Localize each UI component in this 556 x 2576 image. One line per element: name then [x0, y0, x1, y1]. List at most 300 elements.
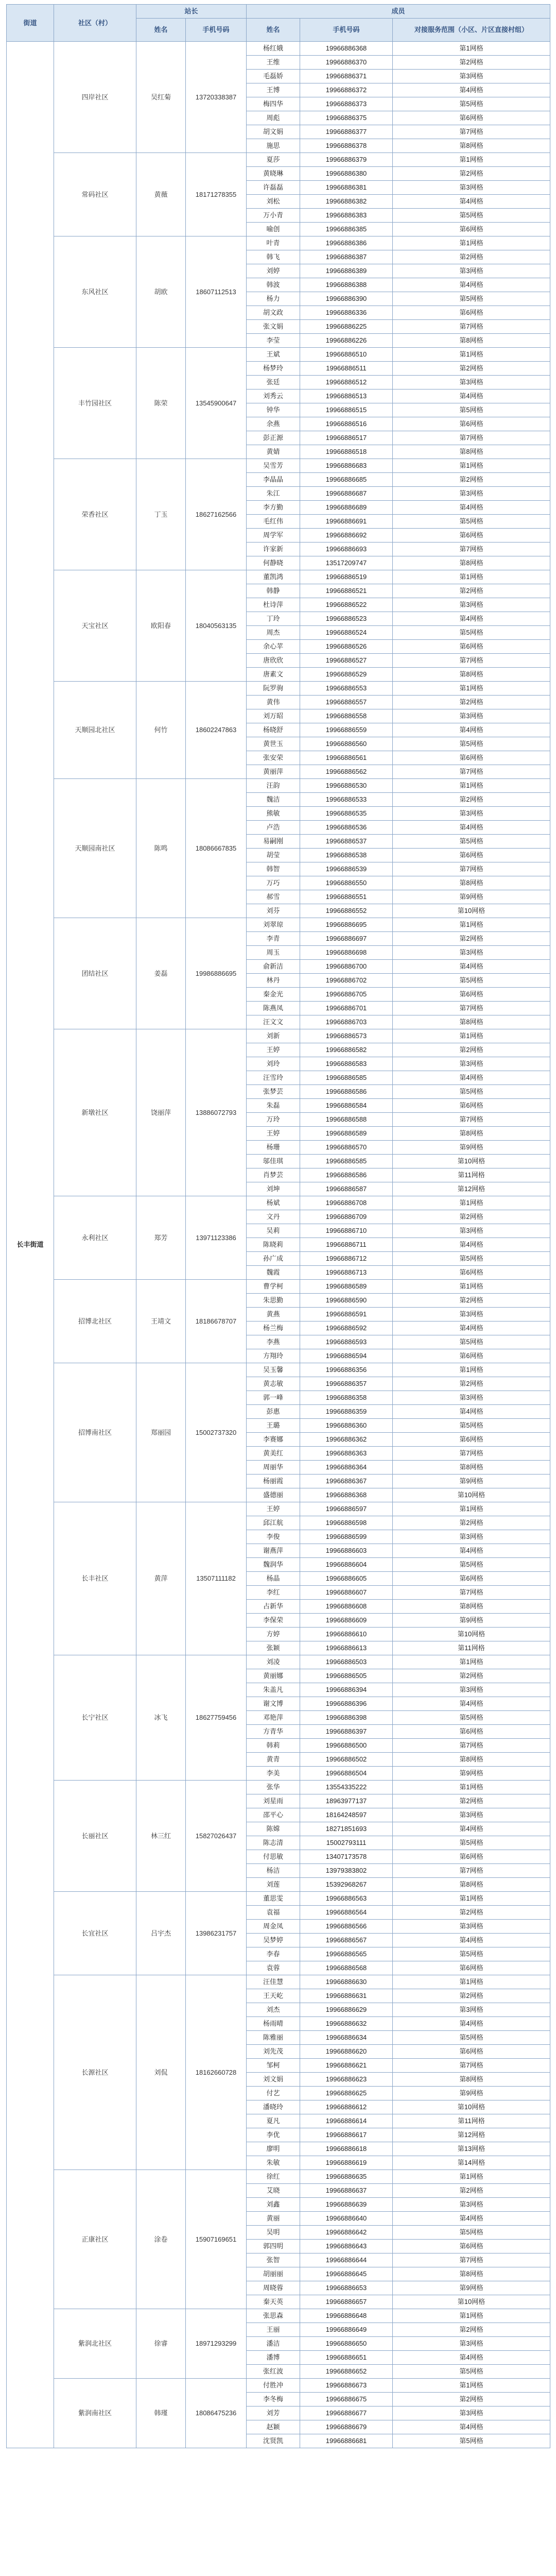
- director-phone-cell: 18086475236: [186, 2379, 247, 2448]
- member-phone-cell: 19966886700: [300, 960, 393, 974]
- member-area-cell: 第5网格: [393, 1947, 550, 1961]
- member-phone-cell: 19966886603: [300, 1544, 393, 1558]
- member-phone-cell: 19966886517: [300, 431, 393, 445]
- member-area-cell: 第1网格: [393, 153, 550, 167]
- member-area-cell: 第5网格: [393, 1836, 550, 1850]
- community-name-cell: 招博南社区: [54, 1363, 136, 1502]
- member-area-cell: 第13网格: [393, 2142, 550, 2156]
- member-name-cell: 张思森: [247, 2309, 300, 2323]
- member-name-cell: 喻创: [247, 223, 300, 236]
- member-phone-cell: 19966886359: [300, 1405, 393, 1419]
- member-name-cell: 杨斌: [247, 1196, 300, 1210]
- director-name-cell: 陈鸣: [136, 779, 186, 918]
- member-area-cell: 第8网格: [393, 334, 550, 348]
- member-area-cell: 第2网格: [393, 167, 550, 181]
- member-name-cell: 邬佳琪: [247, 1155, 300, 1168]
- member-phone-cell: 19966886681: [300, 2434, 393, 2448]
- member-phone-cell: 19966886371: [300, 70, 393, 83]
- member-phone-cell: 19966886500: [300, 1739, 393, 1753]
- member-name-cell: 刘松: [247, 195, 300, 209]
- member-name-cell: 何静晓: [247, 556, 300, 570]
- member-area-cell: 第2网格: [393, 793, 550, 807]
- member-name-cell: 王婷: [247, 1043, 300, 1057]
- table-row: [7, 2170, 550, 2184]
- member-phone-cell: 19966886379: [300, 153, 393, 167]
- member-name-cell: 邹柯: [247, 2059, 300, 2073]
- member-name-cell: 周玉: [247, 946, 300, 960]
- header-director-name: 姓名: [136, 19, 186, 42]
- member-area-cell: 第5网格: [393, 1252, 550, 1266]
- table-row: [7, 1892, 550, 1906]
- member-area-cell: 第2网格: [393, 362, 550, 376]
- member-name-cell: 易嗣刚: [247, 835, 300, 849]
- member-name-cell: 付艺: [247, 2087, 300, 2100]
- director-name-cell: 丁玉: [136, 459, 186, 570]
- member-area-cell: 第10网格: [393, 1488, 550, 1502]
- table-row: [7, 2379, 550, 2393]
- member-name-cell: 刘文娟: [247, 2073, 300, 2087]
- member-name-cell: 夏莎: [247, 153, 300, 167]
- member-phone-cell: 19966886523: [300, 612, 393, 626]
- member-name-cell: 郭一峰: [247, 1391, 300, 1405]
- member-name-cell: 杨红娥: [247, 42, 300, 56]
- community-name-cell: 团结社区: [54, 918, 136, 1029]
- table-row: [7, 1029, 550, 1043]
- member-phone-cell: 18164248597: [300, 1808, 393, 1822]
- director-name-cell: 涂卷: [136, 2170, 186, 2309]
- member-area-cell: 第6网格: [393, 1349, 550, 1363]
- member-name-cell: 王婷: [247, 1127, 300, 1141]
- member-area-cell: 第3网格: [393, 1920, 550, 1934]
- member-phone-cell: 19966886692: [300, 529, 393, 543]
- table-row: [7, 570, 550, 584]
- member-phone-cell: 19966886524: [300, 626, 393, 640]
- member-area-cell: 第5网格: [393, 2031, 550, 2045]
- member-area-cell: 第3网格: [393, 598, 550, 612]
- member-area-cell: 第8网格: [393, 876, 550, 890]
- member-area-cell: 第3网格: [393, 1391, 550, 1405]
- member-phone-cell: 19966886621: [300, 2059, 393, 2073]
- member-phone-cell: 19966886373: [300, 97, 393, 111]
- member-area-cell: 第3网格: [393, 376, 550, 389]
- member-area-cell: 第9网格: [393, 1614, 550, 1628]
- member-name-cell: 刘杰: [247, 2003, 300, 2017]
- member-phone-cell: 19966886382: [300, 195, 393, 209]
- member-phone-cell: 19966886226: [300, 334, 393, 348]
- member-name-cell: 韩莉: [247, 1739, 300, 1753]
- member-area-cell: 第2网格: [393, 932, 550, 946]
- member-name-cell: 周金凤: [247, 1920, 300, 1934]
- member-phone-cell: 19966886385: [300, 223, 393, 236]
- director-phone-cell: 18171278355: [186, 153, 247, 236]
- member-phone-cell: 19966886609: [300, 1614, 393, 1628]
- member-phone-cell: 19966886588: [300, 1113, 393, 1127]
- header-members-group: 成员: [247, 5, 550, 19]
- member-phone-cell: 19966886607: [300, 1586, 393, 1600]
- member-name-cell: 黄美红: [247, 1447, 300, 1461]
- member-name-cell: 万巧: [247, 876, 300, 890]
- header-director-phone: 手机号码: [186, 19, 247, 42]
- member-area-cell: 第6网格: [393, 1850, 550, 1864]
- director-phone-cell: 19986886695: [186, 918, 247, 1029]
- member-area-cell: 第8网格: [393, 2267, 550, 2281]
- member-phone-cell: 19966886708: [300, 1196, 393, 1210]
- member-name-cell: 彭惠: [247, 1405, 300, 1419]
- member-phone-cell: 19966886533: [300, 793, 393, 807]
- member-phone-cell: 19966886637: [300, 2184, 393, 2198]
- member-area-cell: 第3网格: [393, 1683, 550, 1697]
- member-phone-cell: 19966886573: [300, 1029, 393, 1043]
- member-name-cell: 邓艳萍: [247, 1711, 300, 1725]
- table-row: [7, 153, 550, 167]
- member-phone-cell: 19966886504: [300, 1767, 393, 1781]
- member-phone-cell: 19966886375: [300, 111, 393, 125]
- director-phone-cell: 18162660728: [186, 1975, 247, 2170]
- header-community: 社区（村）: [54, 5, 136, 42]
- member-phone-cell: 19966886648: [300, 2309, 393, 2323]
- director-name-cell: 吕宇杰: [136, 1892, 186, 1975]
- member-name-cell: 杨梦玲: [247, 362, 300, 376]
- member-name-cell: 熊敏: [247, 807, 300, 821]
- member-name-cell: 李美: [247, 1767, 300, 1781]
- member-phone-cell: 19966886503: [300, 1655, 393, 1669]
- member-phone-cell: 19966886563: [300, 1892, 393, 1906]
- member-phone-cell: 19966886589: [300, 1127, 393, 1141]
- member-area-cell: 第1网格: [393, 348, 550, 362]
- member-name-cell: 李春: [247, 1947, 300, 1961]
- member-name-cell: 吴明: [247, 2226, 300, 2240]
- member-name-cell: 陈嫦: [247, 1822, 300, 1836]
- member-name-cell: 俞新洁: [247, 960, 300, 974]
- member-area-cell: 第7网格: [393, 862, 550, 876]
- member-phone-cell: 19966886522: [300, 598, 393, 612]
- member-area-cell: 第5网格: [393, 626, 550, 640]
- member-phone-cell: 19966886712: [300, 1252, 393, 1266]
- director-name-cell: 黄薇: [136, 153, 186, 236]
- member-phone-cell: 19966886710: [300, 1224, 393, 1238]
- member-area-cell: 第3网格: [393, 1224, 550, 1238]
- director-phone-cell: 18627162566: [186, 459, 247, 570]
- member-name-cell: 林丹: [247, 974, 300, 988]
- member-area-cell: 第7网格: [393, 543, 550, 556]
- member-phone-cell: 19966886363: [300, 1447, 393, 1461]
- member-area-cell: 第2网格: [393, 1794, 550, 1808]
- table-header: [7, 5, 550, 42]
- director-phone-cell: 18040563135: [186, 570, 247, 682]
- member-name-cell: 王丽: [247, 2323, 300, 2337]
- member-name-cell: 阮罗驹: [247, 682, 300, 696]
- member-area-cell: 第10网格: [393, 1155, 550, 1168]
- member-name-cell: 徐红: [247, 2170, 300, 2184]
- header-member-area: 对接服务范围（小区、片区直接村组）: [393, 19, 550, 42]
- member-name-cell: 方青华: [247, 1725, 300, 1739]
- member-name-cell: 杨洁: [247, 1864, 300, 1878]
- member-phone-cell: 19966886526: [300, 640, 393, 654]
- member-name-cell: 唐欣欣: [247, 654, 300, 668]
- table-row: [7, 2309, 550, 2323]
- member-area-cell: 第1网格: [393, 1363, 550, 1377]
- member-name-cell: 韩飞: [247, 250, 300, 264]
- member-name-cell: 曹学柯: [247, 1280, 300, 1294]
- member-phone-cell: 19966886687: [300, 487, 393, 501]
- member-name-cell: 万小青: [247, 209, 300, 223]
- member-phone-cell: 19966886398: [300, 1711, 393, 1725]
- member-name-cell: 李燕: [247, 1335, 300, 1349]
- member-area-cell: 第1网格: [393, 1029, 550, 1043]
- director-phone-cell: 18607112513: [186, 236, 247, 348]
- member-phone-cell: 19966886689: [300, 501, 393, 515]
- member-name-cell: 刘莲: [247, 1878, 300, 1892]
- member-area-cell: 第3网格: [393, 2003, 550, 2017]
- community-name-cell: 招博北社区: [54, 1280, 136, 1363]
- member-area-cell: 第4网格: [393, 1822, 550, 1836]
- member-phone-cell: 19966886558: [300, 709, 393, 723]
- member-phone-cell: 19966886372: [300, 83, 393, 97]
- member-area-cell: 第4网格: [393, 2017, 550, 2031]
- member-area-cell: 第4网格: [393, 821, 550, 835]
- director-name-cell: 姜磊: [136, 918, 186, 1029]
- member-area-cell: 第3网格: [393, 181, 550, 195]
- member-area-cell: 第4网格: [393, 2351, 550, 2365]
- member-name-cell: 许家新: [247, 543, 300, 556]
- director-phone-cell: 13545900647: [186, 348, 247, 459]
- member-phone-cell: 19966886551: [300, 890, 393, 904]
- member-name-cell: 艾晓: [247, 2184, 300, 2198]
- member-name-cell: 王婷: [247, 1502, 300, 1516]
- member-area-cell: 第3网格: [393, 2198, 550, 2212]
- member-name-cell: 刘新: [247, 1029, 300, 1043]
- member-area-cell: 第6网格: [393, 2240, 550, 2253]
- director-name-cell: 吴红菊: [136, 42, 186, 153]
- member-phone-cell: 19966886612: [300, 2100, 393, 2114]
- member-name-cell: 张颖: [247, 1641, 300, 1655]
- member-name-cell: 刘秀云: [247, 389, 300, 403]
- member-phone-cell: 19966886587: [300, 1182, 393, 1196]
- member-area-cell: 第4网格: [393, 1405, 550, 1419]
- member-phone-cell: 19966886619: [300, 2156, 393, 2170]
- member-phone-cell: 19966886589: [300, 1280, 393, 1294]
- member-phone-cell: 19966886639: [300, 2198, 393, 2212]
- member-name-cell: 黄青: [247, 1753, 300, 1767]
- director-name-cell: 饶丽萍: [136, 1029, 186, 1196]
- member-area-cell: 第5网格: [393, 209, 550, 223]
- member-name-cell: 沈贤凯: [247, 2434, 300, 2448]
- member-phone-cell: 19966886370: [300, 56, 393, 70]
- member-phone-cell: 19966886702: [300, 974, 393, 988]
- member-area-cell: 第5网格: [393, 515, 550, 529]
- member-phone-cell: 19966886396: [300, 1697, 393, 1711]
- member-phone-cell: 19966886553: [300, 682, 393, 696]
- member-name-cell: 王维: [247, 56, 300, 70]
- community-name-cell: 长源社区: [54, 1975, 136, 2170]
- member-phone-cell: 19966886516: [300, 417, 393, 431]
- member-area-cell: 第6网格: [393, 1266, 550, 1280]
- member-phone-cell: 18271851693: [300, 1822, 393, 1836]
- member-name-cell: 余燕: [247, 417, 300, 431]
- member-area-cell: 第5网格: [393, 403, 550, 417]
- member-phone-cell: 19966886362: [300, 1433, 393, 1447]
- member-area-cell: 第4网格: [393, 278, 550, 292]
- member-name-cell: 赵颖: [247, 2420, 300, 2434]
- member-area-cell: 第6网格: [393, 1433, 550, 1447]
- member-phone-cell: 19966886590: [300, 1294, 393, 1308]
- member-phone-cell: 19966886610: [300, 1628, 393, 1641]
- member-name-cell: 谢文博: [247, 1697, 300, 1711]
- community-name-cell: 正康社区: [54, 2170, 136, 2309]
- member-phone-cell: 19966886711: [300, 1238, 393, 1252]
- table-row: [7, 1655, 550, 1669]
- table-row: [7, 236, 550, 250]
- member-name-cell: 周丽华: [247, 1461, 300, 1475]
- member-phone-cell: 19966886397: [300, 1725, 393, 1739]
- member-name-cell: 李赛娜: [247, 1433, 300, 1447]
- member-area-cell: 第3网格: [393, 1530, 550, 1544]
- director-phone-cell: 15002737320: [186, 1363, 247, 1502]
- member-phone-cell: 13517209747: [300, 556, 393, 570]
- member-phone-cell: 19966886378: [300, 139, 393, 153]
- member-name-cell: 肖梦芸: [247, 1168, 300, 1182]
- member-area-cell: 第11网格: [393, 1641, 550, 1655]
- member-phone-cell: 19966886604: [300, 1558, 393, 1572]
- table-row: [7, 1502, 550, 1516]
- member-area-cell: 第8网格: [393, 1461, 550, 1475]
- member-area-cell: 第5网格: [393, 2365, 550, 2379]
- member-name-cell: 毛红伟: [247, 515, 300, 529]
- member-phone-cell: 19966886613: [300, 1641, 393, 1655]
- member-area-cell: 第6网格: [393, 1961, 550, 1975]
- director-phone-cell: 18186678707: [186, 1280, 247, 1363]
- member-area-cell: 第5网格: [393, 2226, 550, 2240]
- member-area-cell: 第4网格: [393, 612, 550, 626]
- member-phone-cell: 19966886389: [300, 264, 393, 278]
- member-phone-cell: 19966886594: [300, 1349, 393, 1363]
- member-phone-cell: 19966886685: [300, 473, 393, 487]
- member-phone-cell: 19966886623: [300, 2073, 393, 2087]
- member-area-cell: 第8网格: [393, 556, 550, 570]
- member-phone-cell: 19966886358: [300, 1391, 393, 1405]
- director-name-cell: 郑丽园: [136, 1363, 186, 1502]
- table-row: [7, 1781, 550, 1794]
- member-phone-cell: 19966886536: [300, 821, 393, 835]
- member-area-cell: 第1网格: [393, 682, 550, 696]
- member-phone-cell: 15002793111: [300, 1836, 393, 1850]
- member-area-cell: 第6网格: [393, 1099, 550, 1113]
- community-name-cell: 丰竹园社区: [54, 348, 136, 459]
- table-container: [6, 4, 550, 2448]
- member-name-cell: 李青: [247, 932, 300, 946]
- member-name-cell: 刘凌: [247, 1655, 300, 1669]
- member-area-cell: 第3网格: [393, 70, 550, 83]
- member-phone-cell: 19966886709: [300, 1210, 393, 1224]
- member-name-cell: 李方勤: [247, 501, 300, 515]
- member-area-cell: 第4网格: [393, 2212, 550, 2226]
- member-area-cell: 第3网格: [393, 709, 550, 723]
- member-phone-cell: 19966886695: [300, 918, 393, 932]
- member-area-cell: 第3网格: [393, 1308, 550, 1321]
- member-phone-cell: 19966886703: [300, 1015, 393, 1029]
- member-area-cell: 第8网格: [393, 139, 550, 153]
- member-area-cell: 第5网格: [393, 1558, 550, 1572]
- member-area-cell: 第4网格: [393, 1697, 550, 1711]
- member-name-cell: 王博: [247, 83, 300, 97]
- member-area-cell: 第3网格: [393, 1808, 550, 1822]
- member-name-cell: 方婷: [247, 1628, 300, 1641]
- member-name-cell: 李晶晶: [247, 473, 300, 487]
- member-name-cell: 王斌: [247, 348, 300, 362]
- table-body: [7, 42, 550, 2448]
- community-name-cell: 长宜社区: [54, 1892, 136, 1975]
- member-name-cell: 黄婧: [247, 445, 300, 459]
- member-phone-cell: 19966886597: [300, 1502, 393, 1516]
- member-phone-cell: 19966886583: [300, 1057, 393, 1071]
- member-area-cell: 第8网格: [393, 1878, 550, 1892]
- member-area-cell: 第1网格: [393, 2379, 550, 2393]
- member-area-cell: 第1网格: [393, 1502, 550, 1516]
- member-name-cell: 吴玉馨: [247, 1363, 300, 1377]
- director-name-cell: 陈荣: [136, 348, 186, 459]
- member-name-cell: 杜诗萍: [247, 598, 300, 612]
- member-name-cell: 袁蓉: [247, 1961, 300, 1975]
- member-area-cell: 第1网格: [393, 236, 550, 250]
- member-name-cell: 黄丽萍: [247, 765, 300, 779]
- member-name-cell: 周学军: [247, 529, 300, 543]
- member-name-cell: 秦金光: [247, 988, 300, 1002]
- member-area-cell: 第2网格: [393, 1989, 550, 2003]
- member-phone-cell: 19966886518: [300, 445, 393, 459]
- member-phone-cell: 19966886693: [300, 543, 393, 556]
- member-area-cell: 第5网格: [393, 1085, 550, 1099]
- member-phone-cell: 19966886368: [300, 1488, 393, 1502]
- member-phone-cell: 19966886357: [300, 1377, 393, 1391]
- member-name-cell: 杨晶: [247, 1572, 300, 1586]
- member-phone-cell: 19966886591: [300, 1308, 393, 1321]
- member-phone-cell: 19966886557: [300, 696, 393, 709]
- member-phone-cell: 19966886364: [300, 1461, 393, 1475]
- member-phone-cell: 19966886582: [300, 1043, 393, 1057]
- member-name-cell: 朱盖凡: [247, 1683, 300, 1697]
- member-phone-cell: 19966886701: [300, 1002, 393, 1015]
- member-phone-cell: 19966886691: [300, 515, 393, 529]
- member-phone-cell: 19966886649: [300, 2323, 393, 2337]
- director-phone-cell: 18086667835: [186, 779, 247, 918]
- member-name-cell: 余心苹: [247, 640, 300, 654]
- member-area-cell: 第7网格: [393, 2059, 550, 2073]
- member-name-cell: 李俊: [247, 1530, 300, 1544]
- member-area-cell: 第14网格: [393, 2156, 550, 2170]
- member-name-cell: 秦天英: [247, 2295, 300, 2309]
- member-name-cell: 郝雪: [247, 890, 300, 904]
- member-phone-cell: 15392968267: [300, 1878, 393, 1892]
- member-area-cell: 第2网格: [393, 2184, 550, 2198]
- member-area-cell: 第1网格: [393, 570, 550, 584]
- member-area-cell: 第1网格: [393, 1655, 550, 1669]
- member-phone-cell: 19966886618: [300, 2142, 393, 2156]
- member-area-cell: 第1网格: [393, 2309, 550, 2323]
- member-area-cell: 第3网格: [393, 2337, 550, 2351]
- member-area-cell: 第10网格: [393, 1628, 550, 1641]
- member-phone-cell: 19966886535: [300, 807, 393, 821]
- director-name-cell: 何竹: [136, 682, 186, 779]
- member-phone-cell: 19966886679: [300, 2420, 393, 2434]
- member-name-cell: 钟华: [247, 403, 300, 417]
- member-area-cell: 第3网格: [393, 2406, 550, 2420]
- member-phone-cell: 19966886586: [300, 1168, 393, 1182]
- member-phone-cell: 19966886562: [300, 765, 393, 779]
- member-area-cell: 第2网格: [393, 1669, 550, 1683]
- member-area-cell: 第5网格: [393, 97, 550, 111]
- member-phone-cell: 19966886511: [300, 362, 393, 376]
- member-phone-cell: 19966886387: [300, 250, 393, 264]
